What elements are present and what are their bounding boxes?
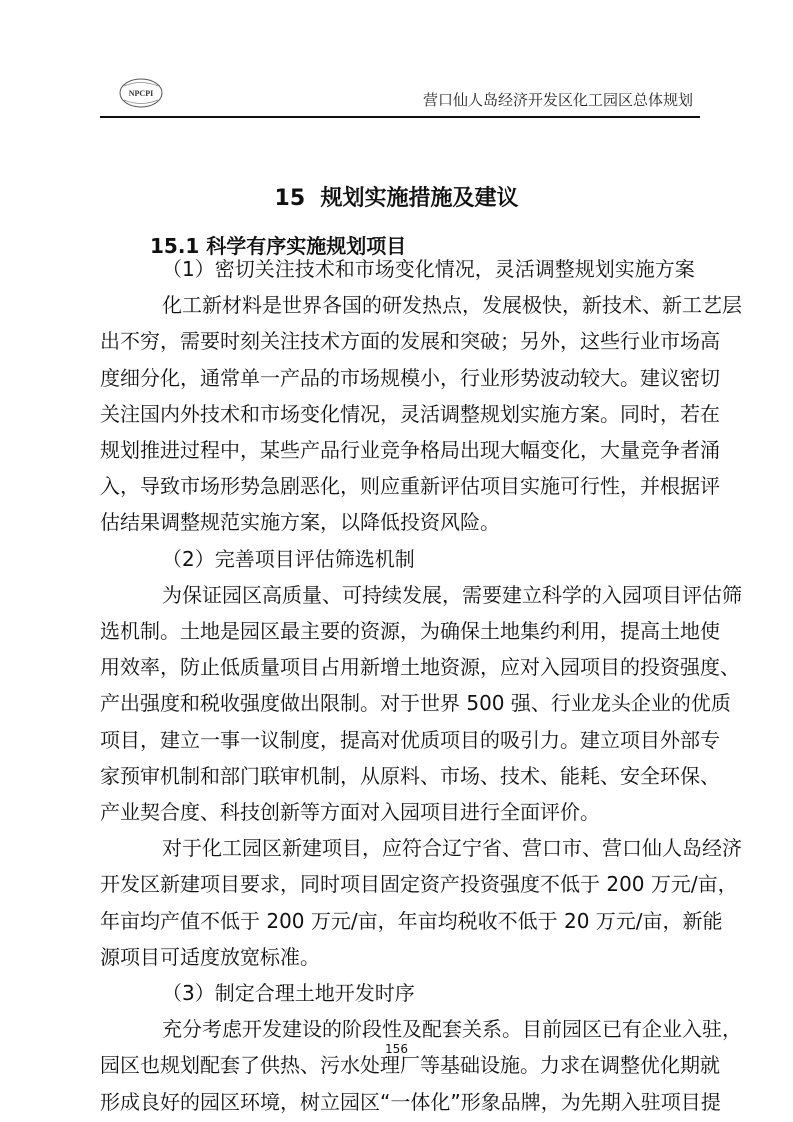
page-number: 156 [385,1042,408,1056]
paragraph-line: 年亩均产值不低于 200 万元/亩，年亩均税收不低于 20 万元/亩，新能 [100,908,723,933]
paragraph-line: 开发区新建项目要求，同时项目固定资产投资强度不低于 200 万元/亩， [100,872,738,897]
paragraph-line: 估结果调整规范实施方案，以降低投资风险。 [100,510,500,535]
subsection-heading: （1）密切关注技术和市场变化情况，灵活调整规划实施方案 [162,257,695,281]
paragraph-line: 度细分化，通常单一产品的市场规模小，行业形势波动较大。建议密切 [100,365,720,390]
paragraph-line: 源项目可适度放宽标准。 [100,944,320,969]
paragraph-line: 规划推进过程中，某些产品行业竞争格局出现大幅变化，大量竞争者涌 [100,438,720,462]
paragraph-line: 充分考虑开发建设的阶段性及配套关系。目前园区已有企业入驻， [162,1017,742,1042]
svg-text:NPCPI: NPCPI [128,89,154,98]
subsection-heading: （3）制定合理土地开发时序 [162,981,415,1005]
paragraph-line: 为保证园区高质量、可持续发展，需要建立科学的入园项目评估筛 [162,582,742,607]
paragraph-line: 园区也规划配套了供热、污水处理厂等基础设施。力求在调整优化期就 [100,1053,720,1078]
section-title: 15.1 科学有序实施规划项目 [150,234,407,258]
paragraph-line: 项目，建立一事一议制度，提高对优质项目的吸引力。建立项目外部专 [100,727,720,752]
subsection-heading: （2）完善项目评估筛选机制 [162,546,415,571]
paragraph-line: 家预审机制和部门联审机制，从原料、市场、技术、能耗、安全环保、 [100,763,720,788]
paragraph-line: 出不穷，需要时刻关注技术方面的发展和突破；另外，这些行业市场高 [100,329,720,354]
header-rule [100,116,700,118]
npcpi-logo [118,77,164,109]
chapter-title: 15 规划实施措施及建议 [274,186,519,211]
paragraph-line: 选机制。土地是园区最主要的资源，为确保土地集约利用，提高土地使 [100,619,720,643]
paragraph-line: 产出强度和税收强度做出限制。对于世界 500 强、行业龙头企业的优质 [100,691,731,716]
paragraph-line: 形成良好的园区环境，树立园区“一体化”形象品牌，为先期入驻项目提 [100,1089,721,1114]
paragraph-line: 用效率，防止低质量项目占用新增土地资源，应对入园项目的投资强度、 [100,655,740,680]
paragraph-line: 入，导致市场形势急剧恶化，则应重新评估项目实施可行性，并根据评 [100,474,720,499]
paragraph-line: 关注国内外技术和市场变化情况，灵活调整规划实施方案。同时，若在 [100,401,720,426]
paragraph-line: 化工新材料是世界各国的研发热点，发展极快，新技术、新工艺层 [162,293,742,318]
paragraph-line: 对于化工园区新建项目，应符合辽宁省、营口市、营口仙人岛经济 [162,836,742,861]
running-header: 营口仙人岛经济开发区化工园区总体规划 [422,91,693,109]
paragraph-line: 产业契合度、科技创新等方面对入园项目进行全面评价。 [100,800,600,824]
